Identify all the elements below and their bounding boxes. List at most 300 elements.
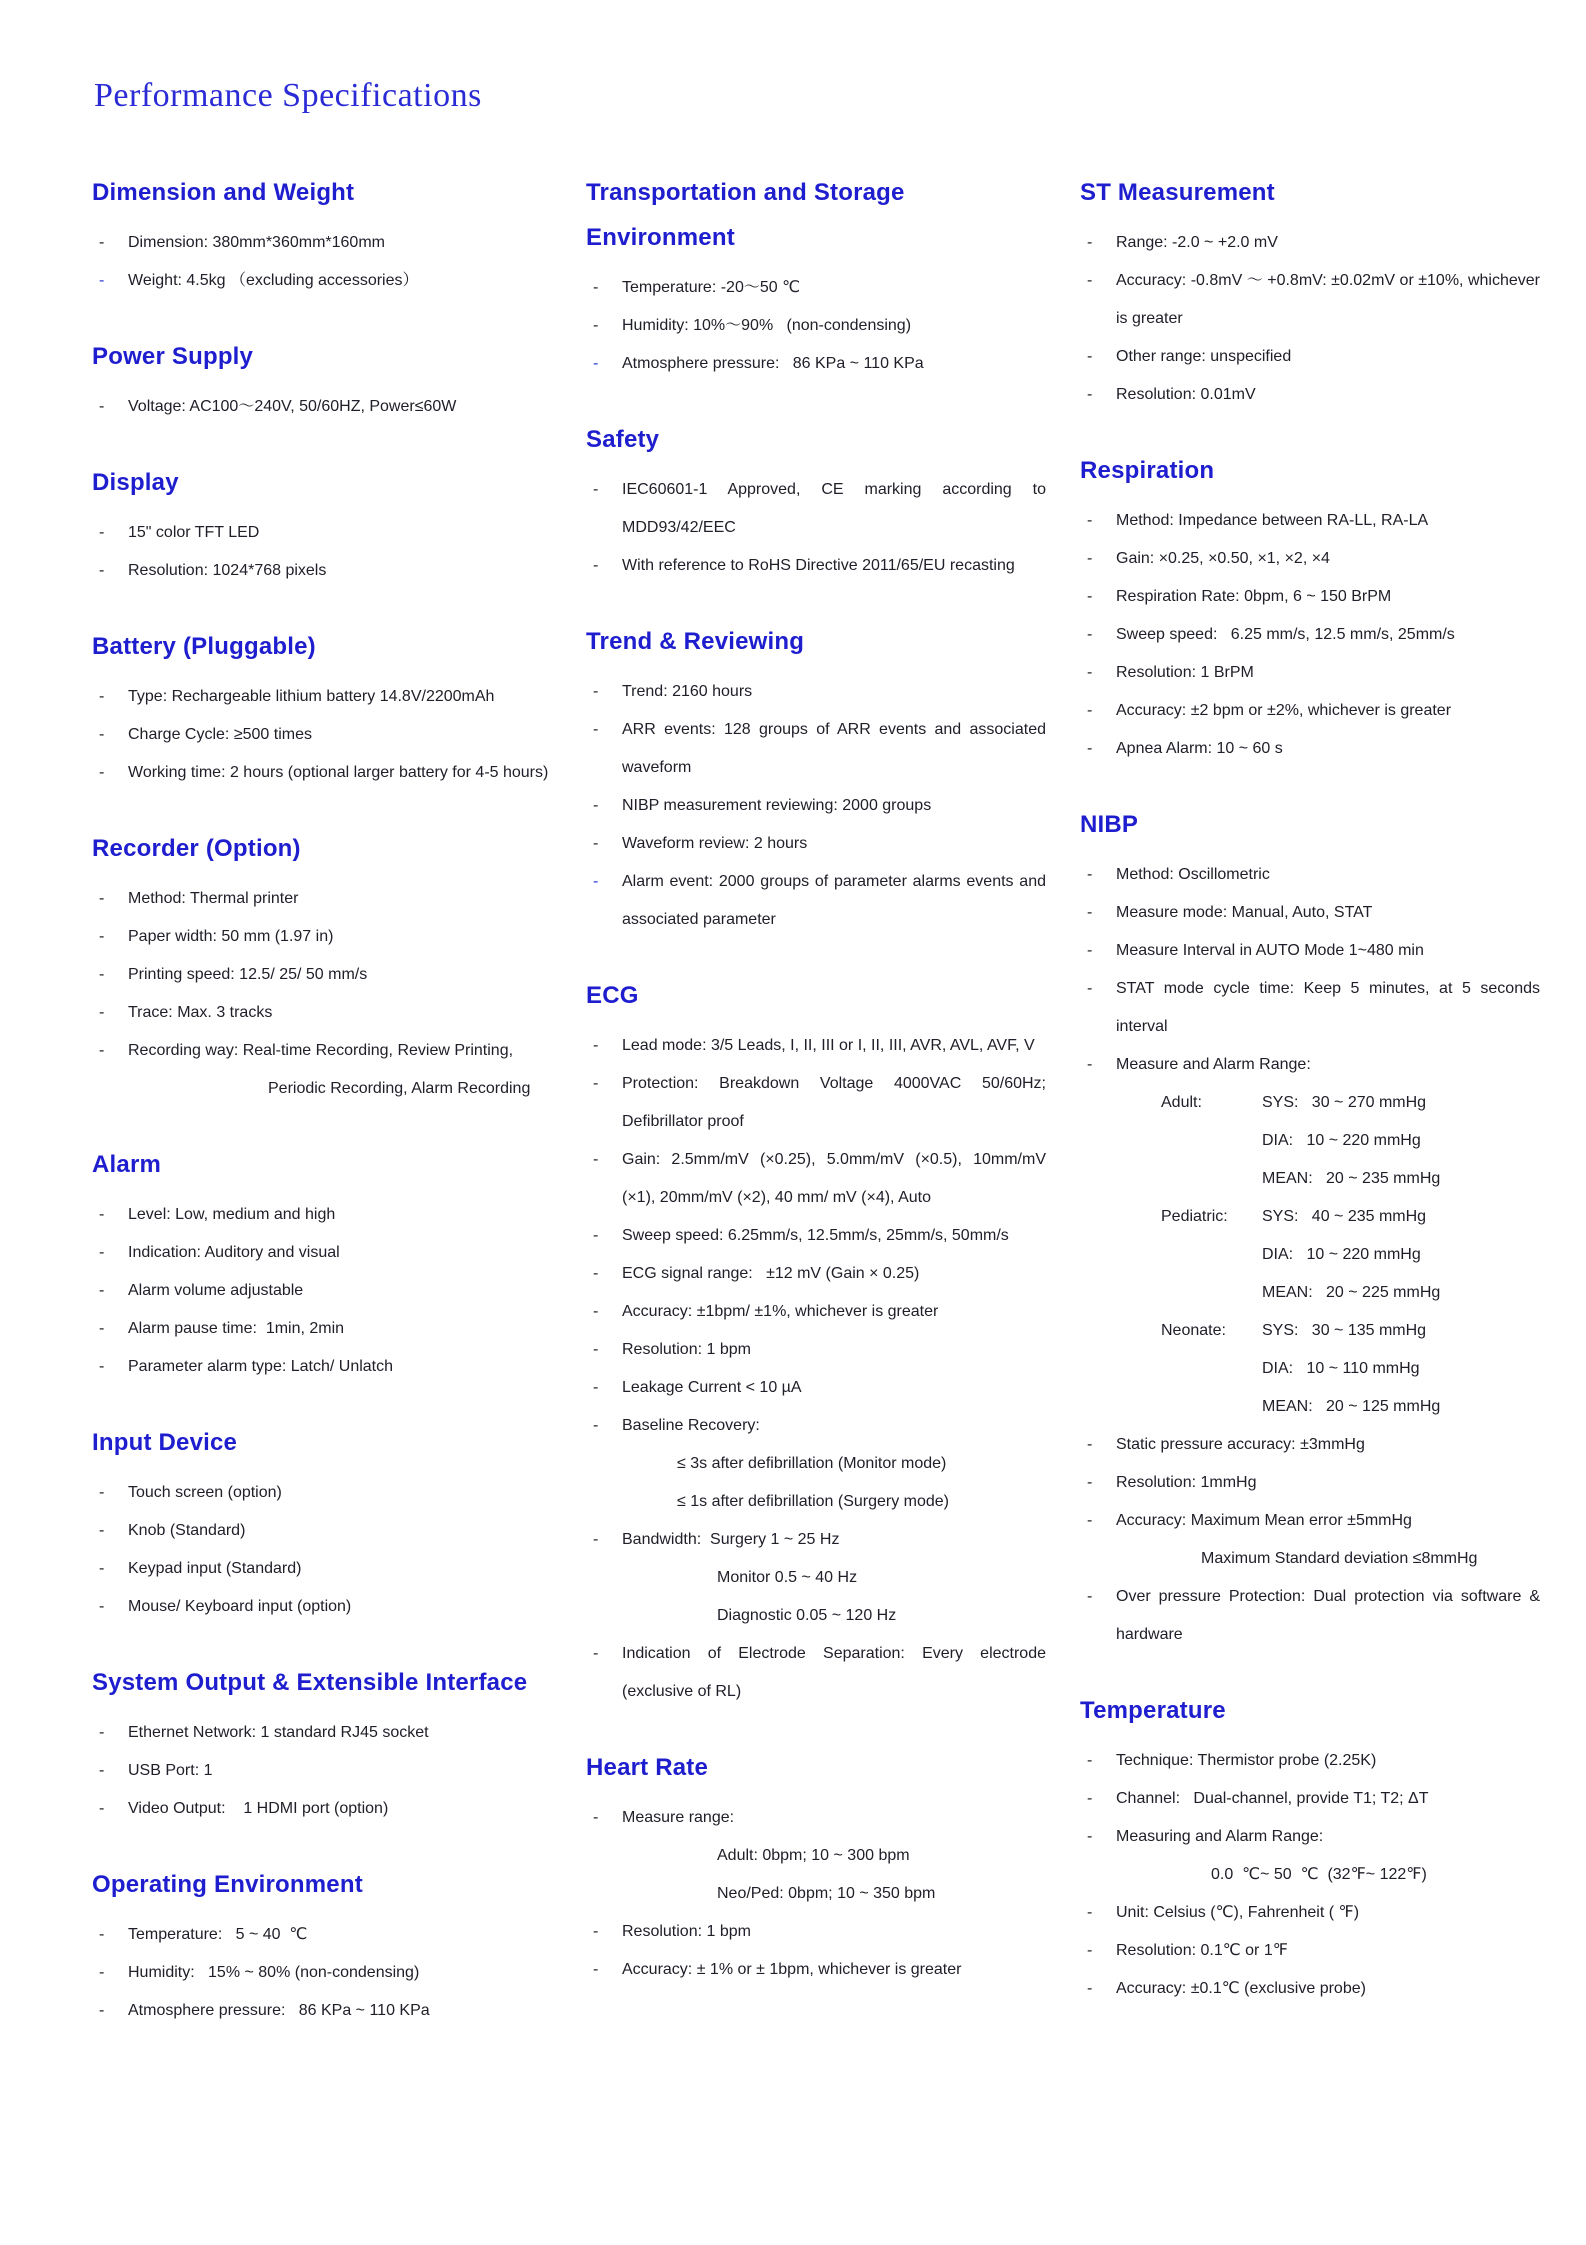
bullet-dash: - — [593, 1923, 599, 1940]
bullet-dash: - — [99, 1282, 105, 1299]
spec-subitem: Periodic Recording, Alarm Recording — [268, 1080, 531, 1097]
nibp-range-row — [1161, 1274, 1540, 1312]
bullet-dash: - — [1087, 942, 1093, 959]
spec-section — [1080, 802, 1545, 1654]
spec-item-text: Method: Impedance between RA-LL, RA-LA — [1116, 512, 1429, 529]
bullet-dash: - — [593, 1809, 599, 1826]
spec-item — [586, 1217, 1046, 1255]
spec-item — [1080, 1932, 1540, 1970]
spec-item — [586, 1521, 1046, 1559]
bullet-dash: - — [593, 1037, 599, 1054]
section-heading: Input Device — [92, 1429, 238, 1456]
nibp-range-value: SYS: 30 ~ 135 mmHg — [1262, 1322, 1427, 1339]
bullet-dash: - — [593, 797, 599, 814]
spec-item — [92, 1474, 552, 1512]
spec-item-text: Resolution: 0.1℃ or 1℉ — [1116, 1942, 1288, 1959]
bullet-dash: - — [1087, 1752, 1093, 1769]
nibp-range-patient-label — [1161, 1350, 1262, 1388]
spec-item-text: Bandwidth: Surgery 1 ~ 25 Hz — [622, 1531, 840, 1548]
spec-item — [92, 1512, 552, 1550]
spec-section — [1080, 448, 1540, 768]
spec-item — [92, 1348, 552, 1386]
spec-item — [1080, 1894, 1540, 1932]
bullet-dash: - — [593, 1151, 599, 1168]
spec-item-text: Alarm event: 2000 groups of parameter alarms events and associated parameter — [622, 873, 1051, 928]
spec-item-text: Measure range: — [622, 1809, 735, 1826]
spec-item — [586, 1913, 1046, 1951]
spec-item-text: Humidity: 10%～90% (non-condensing) — [622, 317, 912, 334]
spec-item-text: 15" color TFT LED — [128, 524, 260, 541]
bullet-dash: - — [593, 1227, 599, 1244]
spec-subitem: Neo/Ped: 0bpm; 10 ~ 350 bpm — [717, 1885, 936, 1902]
bullet-dash: - — [99, 1358, 105, 1375]
spec-item-text: Touch screen (option) — [128, 1484, 282, 1501]
section-heading: Power Supply — [92, 343, 254, 370]
spec-item — [586, 863, 1051, 939]
spec-item-text: Respiration Rate: 0bpm, 6 ~ 150 BrPM — [1116, 588, 1392, 605]
spec-section — [586, 1745, 1046, 1989]
spec-item-text: Trace: Max. 3 tracks — [128, 1004, 273, 1021]
nibp-range-row — [1161, 1160, 1540, 1198]
spec-item — [92, 1196, 552, 1234]
spec-item — [586, 1407, 1046, 1445]
spec-item-text: IEC60601-1 Approved, CE marking according to MDD93/42/EEC — [622, 481, 1051, 536]
section-heading: Heart Rate — [586, 1754, 709, 1781]
spec-item — [586, 1951, 1046, 1989]
spec-item — [92, 388, 552, 426]
spec-item-text: Range: -2.0 ~ +2.0 mV — [1116, 234, 1278, 251]
spec-item-text: Other range: unspecified — [1116, 348, 1292, 365]
spec-item — [92, 918, 552, 956]
spec-item — [92, 956, 552, 994]
bullet-dash: - — [593, 721, 599, 738]
spec-item-text: Ethernet Network: 1 standard RJ45 socket — [128, 1724, 429, 1741]
spec-item — [92, 1992, 552, 2030]
bullet-dash: - — [593, 1303, 599, 1320]
nibp-range-patient-label: Neonate: — [1161, 1322, 1226, 1339]
section-heading: Operating Environment — [92, 1871, 363, 1898]
spec-item — [1080, 970, 1545, 1046]
spec-item-text: Charge Cycle: ≥500 times — [128, 726, 312, 743]
bullet-dash: - — [99, 1042, 105, 1059]
bullet-dash: - — [1087, 1942, 1093, 1959]
spec-item — [586, 1799, 1046, 1837]
nibp-range-patient-label — [1161, 1388, 1262, 1426]
spec-subitem: Maximum Standard deviation ≤8mmHg — [1201, 1550, 1478, 1567]
section-heading: Transportation and Storage Environment — [586, 179, 905, 251]
spec-item — [586, 1141, 1051, 1217]
spec-item — [92, 224, 552, 262]
spec-item-text: Over pressure Protection: Dual protection via software & hardware — [1116, 1588, 1545, 1643]
section-heading: Alarm — [92, 1151, 162, 1178]
section-heading: Trend & Reviewing — [586, 628, 805, 655]
spec-section — [92, 1420, 552, 1626]
spec-item-text: Accuracy: ± 1% or ± 1bpm, whichever is greater — [622, 1961, 962, 1978]
bullet-dash: - — [1087, 980, 1093, 997]
bullet-dash: - — [99, 1724, 105, 1741]
spec-item-text: Accuracy: Maximum Mean error ±5mmHg — [1116, 1512, 1412, 1529]
spec-item-text: Indication of Electrode Separation: Every electrode (exclusive of RL) — [622, 1645, 1051, 1700]
bullet-dash: - — [99, 1926, 105, 1943]
spec-item — [92, 880, 552, 918]
bullet-dash: - — [593, 1417, 599, 1434]
bullet-dash: - — [99, 688, 105, 705]
spec-item-text: Humidity: 15% ~ 80% (non-condensing) — [128, 1964, 420, 1981]
nibp-range-value: DIA: 10 ~ 220 mmHg — [1262, 1246, 1421, 1263]
bullet-dash: - — [99, 928, 105, 945]
bullet-dash: - — [593, 1379, 599, 1396]
spec-item-text: Unit: Celsius (℃), Fahrenheit ( ℉) — [1116, 1904, 1360, 1921]
nibp-range-row — [1161, 1236, 1540, 1274]
bullet-dash: - — [99, 890, 105, 907]
spec-item — [1080, 1970, 1540, 2008]
bullet-dash: - — [593, 1341, 599, 1358]
spec-item — [92, 994, 552, 1032]
bullet-dash: - — [1087, 272, 1093, 289]
spec-item-text: Working time: 2 hours (optional larger battery for 4-5 hours) — [128, 764, 549, 781]
spec-item — [1080, 932, 1540, 970]
spec-item-text: ARR events: 128 groups of ARR events and associated waveform — [622, 721, 1051, 776]
bullet-dash: - — [1087, 1828, 1093, 1845]
spec-item-text: Waveform review: 2 hours — [622, 835, 808, 852]
spec-item — [586, 673, 1046, 711]
spec-item — [1080, 730, 1540, 768]
spec-subitem: 0.0 ℃~ 50 ℃ (32℉~ 122℉) — [1211, 1866, 1427, 1883]
spec-item — [586, 1293, 1046, 1331]
spec-item-text: Measure Interval in AUTO Mode 1~480 min — [1116, 942, 1424, 959]
spec-item-text: USB Port: 1 — [128, 1762, 213, 1779]
spec-item-text: With reference to RoHS Directive 2011/65/EU recasting — [622, 557, 1015, 574]
spec-item-text: Lead mode: 3/5 Leads, I, II, III or I, II, III, AVR, AVL, AVF, V — [622, 1037, 1035, 1054]
spec-item-text: Level: Low, medium and high — [128, 1206, 336, 1223]
spec-section — [92, 1142, 552, 1386]
spec-section — [92, 1862, 552, 2030]
spec-item — [92, 678, 552, 716]
spec-item — [586, 1027, 1046, 1065]
columns — [92, 170, 1546, 2064]
spec-subitem: ≤ 1s after defibrillation (Surgery mode) — [677, 1493, 950, 1510]
section-heading: Temperature — [1080, 1697, 1226, 1724]
spec-item-text: Trend: 2160 hours — [622, 683, 753, 700]
bullet-dash: - — [593, 1531, 599, 1548]
section-heading: Display — [92, 469, 179, 496]
section-heading: Safety — [586, 426, 660, 453]
spec-item-text: Resolution: 1 BrPM — [1116, 664, 1254, 681]
nibp-range-value: DIA: 10 ~ 220 mmHg — [1262, 1132, 1421, 1149]
spec-item — [1080, 540, 1540, 578]
spec-item — [92, 1310, 552, 1348]
section-heading: Recorder (Option) — [92, 835, 301, 862]
bullet-dash: - — [593, 683, 599, 700]
spec-item-text: Technique: Thermistor probe (2.25K) — [1116, 1752, 1377, 1769]
nibp-range-row — [1161, 1350, 1540, 1388]
spec-item — [92, 754, 552, 792]
bullet-dash: - — [99, 1244, 105, 1261]
bullet-dash: - — [1087, 866, 1093, 883]
spec-item — [1080, 376, 1540, 414]
spec-item-text: Sweep speed: 6.25 mm/s, 12.5 mm/s, 25mm/s — [1116, 626, 1455, 643]
bullet-dash: - — [99, 966, 105, 983]
spec-item — [586, 269, 1046, 307]
bullet-dash: - — [1087, 1436, 1093, 1453]
column-2 — [586, 170, 1051, 2023]
nibp-range-patient-label — [1161, 1160, 1262, 1198]
spec-item — [92, 514, 552, 552]
nibp-range-patient-label — [1161, 1236, 1262, 1274]
bullet-dash: - — [1087, 588, 1093, 605]
spec-item — [92, 262, 552, 300]
bullet-dash: - — [99, 1560, 105, 1577]
spec-item — [1080, 502, 1540, 540]
spec-item — [1080, 1046, 1540, 1084]
spec-item-text: Keypad input (Standard) — [128, 1560, 302, 1577]
spec-item — [1080, 338, 1540, 376]
spec-subitem: Monitor 0.5 ~ 40 Hz — [717, 1569, 858, 1586]
spec-subitem: Diagnostic 0.05 ~ 120 Hz — [717, 1607, 897, 1624]
spec-item — [1080, 224, 1540, 262]
spec-section — [1080, 170, 1545, 414]
bullet-dash: - — [99, 562, 105, 579]
spec-item-text: Protection: Breakdown Voltage 4000VAC 50/60Hz; Defibrillator proof — [622, 1075, 1051, 1130]
bullet-dash: - — [99, 1800, 105, 1817]
spec-item — [92, 1234, 552, 1272]
spec-item-text: Alarm pause time: 1min, 2min — [128, 1320, 345, 1337]
spec-item-text: Gain: 2.5mm/mV (×0.25), 5.0mm/mV (×0.5), 10mm/mV (×1), 20mm/mV (×2), 40 mm/ mV (×4), Auto — [622, 1151, 1051, 1206]
spec-section — [92, 624, 552, 792]
spec-section — [586, 619, 1051, 939]
spec-item-text: NIBP measurement reviewing: 2000 groups — [622, 797, 932, 814]
spec-item — [1080, 654, 1540, 692]
spec-section — [92, 460, 552, 590]
spec-item — [586, 711, 1051, 787]
bullet-dash: - — [1087, 664, 1093, 681]
spec-item-text: Method: Thermal printer — [128, 890, 299, 907]
bullet-dash: - — [99, 524, 105, 541]
spec-item — [92, 552, 552, 590]
spec-item — [92, 1954, 552, 1992]
bullet-dash: - — [99, 1598, 105, 1615]
spec-item — [92, 1588, 552, 1626]
section-heading: NIBP — [1080, 811, 1139, 838]
spec-item — [586, 1065, 1051, 1141]
spec-item — [586, 1255, 1046, 1293]
bullet-dash: - — [1087, 348, 1093, 365]
section-heading: System Output & Extensible Interface — [92, 1669, 528, 1696]
spec-item — [586, 547, 1046, 585]
spec-item-text: Channel: Dual-channel, provide T1; T2; ΔT — [1116, 1790, 1429, 1807]
bullet-dash: - — [593, 835, 599, 852]
spec-item — [92, 1790, 552, 1828]
bullet-dash: - — [99, 234, 105, 251]
spec-item-text: Leakage Current < 10 µA — [622, 1379, 802, 1396]
spec-section — [1080, 1688, 1540, 2008]
nibp-range-patient-label — [1161, 1122, 1262, 1160]
spec-item — [586, 471, 1051, 547]
nibp-range-patient-label — [1161, 1274, 1262, 1312]
spec-item — [1080, 1464, 1540, 1502]
bullet-dash: - — [1087, 386, 1093, 403]
spec-item-text: Accuracy: ±1bpm/ ±1%, whichever is greater — [622, 1303, 939, 1320]
bullet-dash: - — [593, 1075, 599, 1092]
bullet-dash: - — [99, 1522, 105, 1539]
spec-item — [92, 716, 552, 754]
bullet-dash: - — [1087, 550, 1093, 567]
bullet-dash: - — [593, 557, 599, 574]
section-heading: Dimension and Weight — [92, 179, 355, 206]
bullet-dash: - — [99, 726, 105, 743]
bullet-dash: - — [1087, 1056, 1093, 1073]
spec-item-text: Alarm volume adjustable — [128, 1282, 304, 1299]
section-heading: ST Measurement — [1080, 179, 1275, 206]
spec-item — [586, 1369, 1046, 1407]
spec-item-text: Mouse/ Keyboard input (option) — [128, 1598, 352, 1615]
spec-item-text: Video Output: 1 HDMI port (option) — [128, 1800, 389, 1817]
spec-item-text: Baseline Recovery: — [622, 1417, 760, 1434]
spec-item-text: Resolution: 1 bpm — [622, 1341, 751, 1358]
spec-item — [1080, 1742, 1540, 1780]
bullet-dash: - — [1087, 904, 1093, 921]
nibp-range-row — [1161, 1084, 1540, 1122]
spec-item-text: Resolution: 1 bpm — [622, 1923, 751, 1940]
nibp-range-value: DIA: 10 ~ 110 mmHg — [1262, 1360, 1420, 1377]
spec-item-text: Printing speed: 12.5/ 25/ 50 mm/s — [128, 966, 368, 983]
spec-item-text: Indication: Auditory and visual — [128, 1244, 340, 1261]
bullet-dash: - — [593, 481, 599, 498]
spec-section — [586, 973, 1051, 1711]
spec-item-text: Paper width: 50 mm (1.97 in) — [128, 928, 334, 945]
spec-item-text: ECG signal range: ±12 mV (Gain × 0.25) — [622, 1265, 920, 1282]
spec-section — [92, 1660, 552, 1828]
bullet-dash: - — [99, 2002, 105, 2019]
bullet-dash: - — [99, 1762, 105, 1779]
bullet-dash: - — [1087, 626, 1093, 643]
spec-item — [586, 787, 1046, 825]
spec-item — [92, 1032, 552, 1070]
section-heading: Battery (Pluggable) — [92, 633, 316, 660]
bullet-dash: - — [1087, 1474, 1093, 1491]
spec-item — [92, 1550, 552, 1588]
bullet-dash: - — [99, 764, 105, 781]
column-3 — [1080, 170, 1545, 2042]
spec-item-text: Recording way: Real-time Recording, Review Printing, — [128, 1042, 514, 1059]
spec-item — [1080, 616, 1540, 654]
spec-item-text: Measuring and Alarm Range: — [1116, 1828, 1324, 1845]
nibp-range-value: MEAN: 20 ~ 235 mmHg — [1262, 1170, 1441, 1187]
spec-section — [586, 417, 1051, 585]
spec-subitem: Adult: 0bpm; 10 ~ 300 bpm — [717, 1847, 910, 1864]
spec-item — [1080, 1578, 1545, 1654]
spec-item-text: Apnea Alarm: 10 ~ 60 s — [1116, 740, 1283, 757]
bullet-dash: - — [99, 398, 105, 415]
spec-item-text: Atmosphere pressure: 86 KPa ~ 110 KPa — [128, 2002, 430, 2019]
spec-item-text: Gain: ×0.25, ×0.50, ×1, ×2, ×4 — [1116, 550, 1330, 567]
spec-item-text: Static pressure accuracy: ±3mmHg — [1116, 1436, 1365, 1453]
page-title: Performance Specifications — [94, 77, 482, 114]
spec-item — [1080, 1426, 1540, 1464]
nibp-range-value: SYS: 30 ~ 270 mmHg — [1262, 1094, 1427, 1111]
nibp-range-value: MEAN: 20 ~ 225 mmHg — [1262, 1284, 1441, 1301]
spec-item — [1080, 894, 1540, 932]
spec-item-text: Temperature: -20～50 ℃ — [622, 279, 801, 296]
spec-item-text: Measure mode: Manual, Auto, STAT — [1116, 904, 1373, 921]
spec-item-text: Accuracy: -0.8mV ～ +0.8mV: ±0.02mV or ±10%, whichever is greater — [1116, 272, 1545, 327]
spec-section — [92, 170, 552, 300]
spec-item — [92, 1752, 552, 1790]
spec-item — [586, 1635, 1051, 1711]
bullet-dash: - — [593, 279, 599, 296]
bullet-dash: - — [1087, 1790, 1093, 1807]
bullet-dash: - — [1087, 1904, 1093, 1921]
nibp-range-patient-label: Adult: — [1161, 1094, 1202, 1111]
nibp-range-value: MEAN: 20 ~ 125 mmHg — [1262, 1398, 1441, 1415]
spec-item — [92, 1916, 552, 1954]
bullet-dash: - — [593, 873, 599, 890]
spec-item-text: Resolution: 1mmHg — [1116, 1474, 1257, 1491]
spec-item — [92, 1272, 552, 1310]
spec-item-text: Weight: 4.5kg （excluding accessories） — [128, 272, 419, 289]
spec-section — [586, 170, 1046, 383]
bullet-dash: - — [99, 1320, 105, 1337]
spec-item — [1080, 578, 1540, 616]
spec-item-text: Dimension: 380mm*360mm*160mm — [128, 234, 385, 251]
nibp-range-value: SYS: 40 ~ 235 mmHg — [1262, 1208, 1427, 1225]
bullet-dash: - — [593, 355, 599, 372]
spec-subitem: ≤ 3s after defibrillation (Monitor mode) — [677, 1455, 947, 1472]
spec-item — [1080, 1780, 1540, 1818]
bullet-dash: - — [99, 1206, 105, 1223]
bullet-dash: - — [99, 1004, 105, 1021]
spec-section — [92, 826, 552, 1108]
spec-item-text: Measure and Alarm Range: — [1116, 1056, 1311, 1073]
spec-item — [1080, 262, 1545, 338]
column-1 — [92, 170, 552, 2064]
bullet-dash: - — [593, 317, 599, 334]
spec-item — [1080, 856, 1540, 894]
spec-item-text: Type: Rechargeable lithium battery 14.8V/2200mAh — [128, 688, 495, 705]
bullet-dash: - — [1087, 1512, 1093, 1529]
spec-item — [586, 825, 1046, 863]
spec-item — [586, 1331, 1046, 1369]
bullet-dash: - — [1087, 1980, 1093, 1997]
bullet-dash: - — [1087, 512, 1093, 529]
spec-item-text: Temperature: 5 ~ 40 ℃ — [128, 1926, 308, 1943]
bullet-dash: - — [1087, 702, 1093, 719]
nibp-range-row — [1161, 1388, 1540, 1426]
bullet-dash: - — [99, 272, 105, 289]
spec-item-text: Accuracy: ±0.1℃ (exclusive probe) — [1116, 1980, 1366, 1997]
spec-item-text: Resolution: 0.01mV — [1116, 386, 1256, 403]
spec-item-text: Voltage: AC100～240V, 50/60HZ, Power≤60W — [128, 398, 457, 415]
spec-item — [586, 307, 1046, 345]
bullet-dash: - — [593, 1265, 599, 1282]
bullet-dash: - — [99, 1964, 105, 1981]
spec-item-text: Parameter alarm type: Latch/ Unlatch — [128, 1358, 394, 1375]
spec-item-text: Knob (Standard) — [128, 1522, 246, 1539]
section-heading: ECG — [586, 982, 639, 1009]
spec-item-text: Atmosphere pressure: 86 KPa ~ 110 KPa — [622, 355, 924, 372]
spec-item-text: Method: Oscillometric — [1116, 866, 1270, 883]
spec-item — [1080, 692, 1540, 730]
nibp-range-patient-label: Pediatric: — [1161, 1208, 1228, 1225]
bullet-dash: - — [1087, 740, 1093, 757]
spec-item — [92, 1714, 552, 1752]
nibp-range-row — [1161, 1312, 1540, 1350]
spec-section — [92, 334, 552, 426]
spec-item-text: Accuracy: ±2 bpm or ±2%, whichever is greater — [1116, 702, 1452, 719]
nibp-range-row — [1161, 1122, 1540, 1160]
spec-item — [586, 345, 1046, 383]
bullet-dash: - — [593, 1961, 599, 1978]
